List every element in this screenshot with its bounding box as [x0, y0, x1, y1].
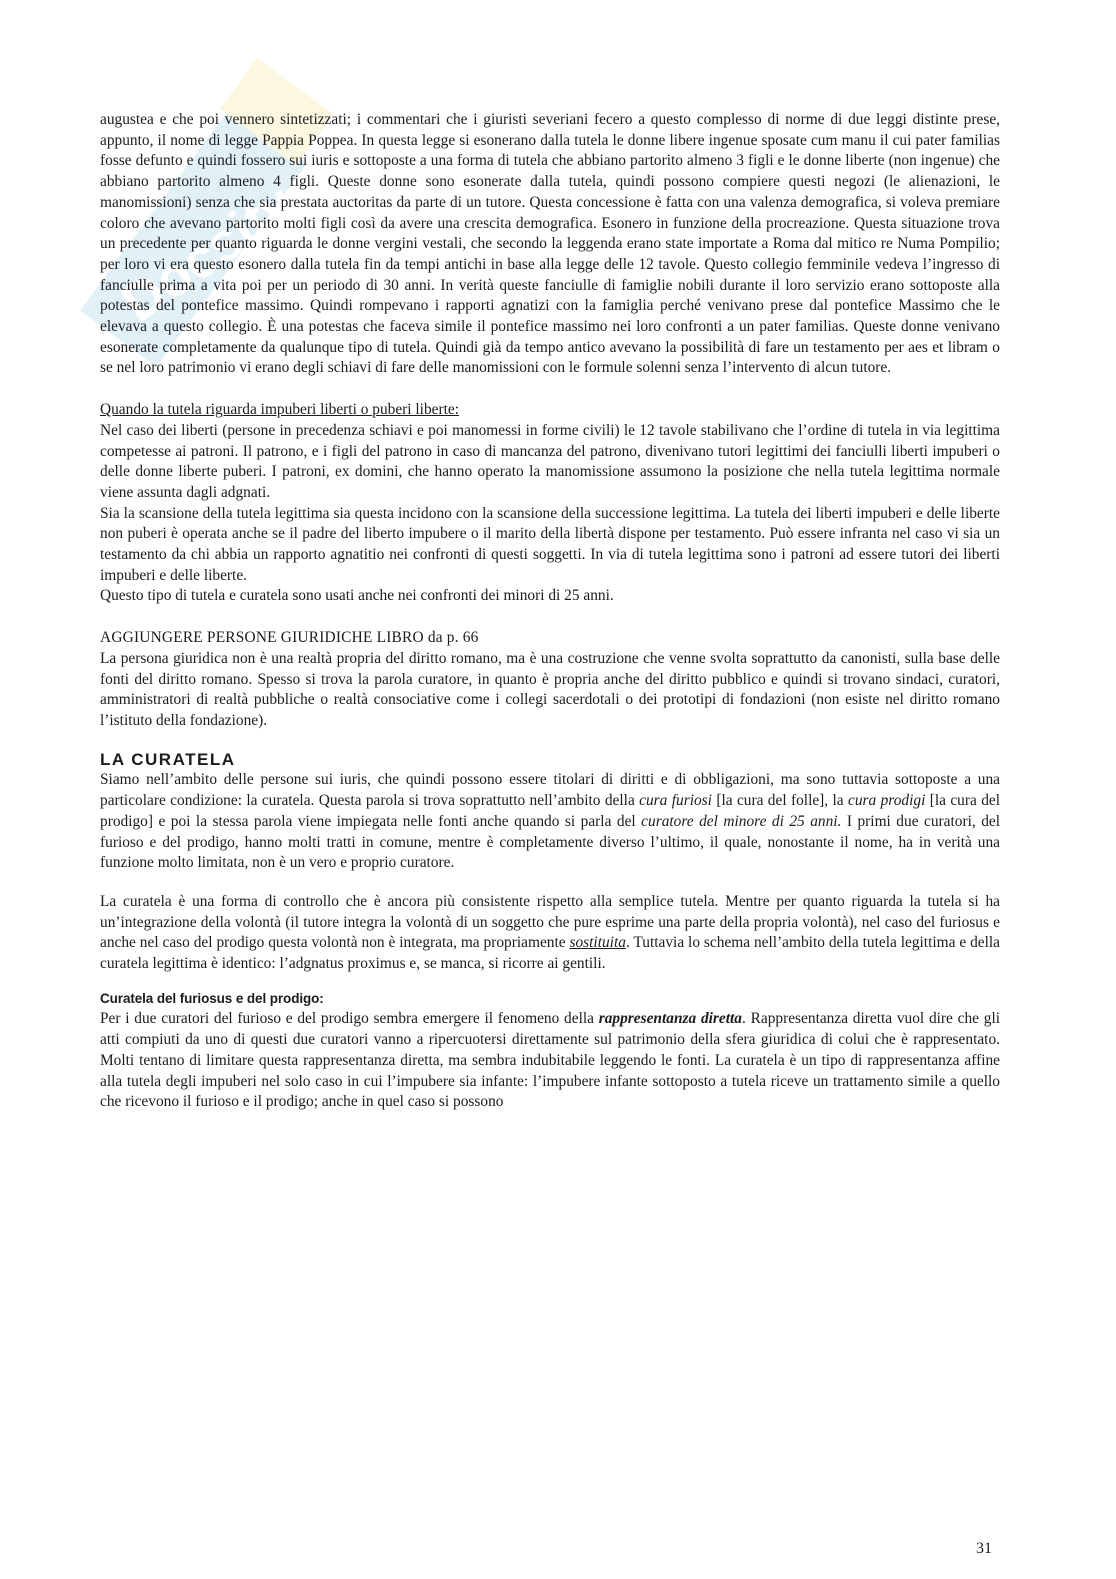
term-rappresentanza-diretta: rappresentanza diretta: [598, 1010, 743, 1028]
page-number: 31: [976, 1540, 992, 1557]
subheading-tutela-liberti: [100, 400, 1000, 421]
term-cura-prodigi: cura prodigi: [848, 792, 926, 810]
term-sostituita: sostituita: [569, 934, 626, 952]
paragraph-scansione: Sia la scansione della tutela legittima sia questa incidono con la scansione della successione legittima. La tutela dei liberti impuberi e delle liberte non puberi è operata anche se il padre del liberto impubere o il marito della libertà dispone per testamento. Può essere infranta nel caso vi sia un testamento da chi abbia un rapporto agnatitio nei confronti di questi soggetti. In via di tutela legittima sono i patroni ad essere tutori dei liberti impuberi e delle liberte.: [100, 504, 1000, 584]
subheading-tutela-liberti-text: Quando la tutela riguarda impuberi liberti o puberi liberte:: [100, 401, 459, 419]
heading-la-curatela: LA CURATELA: [100, 749, 236, 769]
paragraph-liberti: Nel caso dei liberti (persone in precedenza schiavi e poi manomessi in forme civili) le 12 tavole stabilivano che l’ordine di tutela in via legittima competesse ai patroni. Il patrono, e i figli del patrono in caso di mancanza del patrono, divenivano tutori legittimi dei fanciulli liberti impuberi o delle donne liberte puberi. I patroni, ex domini, che hanno operato la manomissione assumono la posizione che nella tutela legittima normale viene assunta dagli adgnati.: [100, 421, 1000, 501]
subheading-curatela-furiosus: Curatela del furiosus e del prodigo:: [100, 990, 324, 1006]
paragraph-persona-giuridica: La persona giuridica non è una realtà propria del diritto romano, ma è una costruzione che venne svolta soprattutto da canonisti, sulla base delle fonti del diritto romano. Spesso si trova la parola curatore, in quanto è propria anche del diritto pubblico e quindi si trovano sindaci, curatori, amministratori di realtà pubbliche o realtà consociative come i collegi sacerdotali o dei prototipi di fondazioni (non esiste nel diritto romano l’istituto della fondazione).: [100, 649, 1000, 729]
term-cura-furiosi: cura furiosi: [639, 792, 712, 810]
term-curatore-minore: curatore del minore di 25 anni.: [641, 812, 842, 830]
heading-persone-giuridiche: AGGIUNGERE PERSONE GIURIDICHE LIBRO da p. 66: [100, 629, 479, 647]
paragraph-minori: Questo tipo di tutela e curatela sono usati anche nei confronti dei minori di 25 anni.: [100, 587, 614, 605]
watermark-text: Docsity: [111, 173, 306, 335]
paragraph-curatela-intro: Siamo nell’ambito delle persone sui iuris, che quindi possono essere titolari di diritti e di obbligazioni, ma sono tuttavia sottoposte a una particolare condizione: la curatela. Questa parola si trova soprattutto nell’ambito della cura furiosi [la cura del folle], la cura prodigi [la cura del prodigo] e poi la stessa parola viene impiegata nelle fonti anche quando si parla del curatore del minore di 25 anni. I primi due curatori, del furioso e del prodigo, hanno molti tratti in comune, mentre è completamente diverso l’ultimo, il quale, nonostante il nome, ha in verità una funzione molto limitata, non è un vero e proprio curatore.: [100, 771, 1001, 872]
paragraph-rappresentanza: Per i due curatori del furioso e del prodigo sembra emergere il fenomeno della rappresentanza diretta. Rappresentanza diretta vuol dire che gli atti compiuti da uno di questi due curatori vanno a ripercuotersi direttamente sul patrimonio della sfera giuridica di colui che è rappresentato. Molti tentano di limitare questa rappresentanza diretta, ma sembra indubitabile leggendo le fonti. La curatela è un tipo di rappresentanza affine alla tutela degli impuberi nel solo caso in cui l’impubere sia infante: l’impubere infante sottoposto a tutela riceve un trattamento simile a quello che ricevono il furioso e il prodigo; anche in quel caso si possono: [100, 1010, 1000, 1111]
document-page: [100, 110, 1000, 1113]
paragraph-curatela-controllo: La curatela è una forma di controllo che è ancora più consistente rispetto alla semplice tutela. Mentre per quanto riguarda la tutela si ha un’integrazione della volontà (il tutore integra la volontà di un soggetto che pure esprime una parte della propria volontà), nel caso del furiosus e anche nel caso del prodigo questa volontà non è integrata, ma propriamente sostituita. Tuttavia lo schema nell’ambito della tutela legittima e della curatela legittima è identico: l’adgnatus proximus e, se manca, si ricorre ai gentili.: [100, 892, 1000, 973]
paragraph-legge-pappia-poppea: augustea e che poi vennero sintetizzati; i commentari che i giuristi severiani fecero a questo complesso di norme di due leggi distinte prese, appunto, il nome di legge Pappia Poppea. In questa legge si esonerano dalla tutela le donne libere ingenue sposate cum manu il cui pater familias fosse defunto e quindi fossero sui iuris e sottoposte a una forma di tutela che abbiano partorito almeno 3 figli e le donne liberte (non ingenue) che abbiano partorito almeno 4 figli. Queste donne sono esonerate dalla tutela, quindi possono compiere questi negozi (le alienazioni, le manomissioni) senza che sia prestata auctoritas da parte di un tutore. Questa concessione è fatta con una valenza demografica, si voleva premiare coloro che avevano partorito molti figli così da avere una crescita demografica. Esonero in funzione della procreazione. Questa situazione trova un precedente per quanto riguarda le donne vergini vestali, che secondo la leggenda erano state importate a Roma dal mitico re Numa Pompilio; per loro vi era questo esonero dalla tutela fin da tempi antichi in base alla legge delle 12 tavole. Questo collegio femminile vedeva l’ingresso di fanciulle prima a vita poi per un periodo di 30 anni. In verità queste fanciulle di famiglie nobili durante il loro servizio erano sottoposte alla potestas del pontefice massimo. Quindi rompevano i rapporti agnatizi con la famiglia perché venivano prese dal pontefice Massimo che le elevava a questo collegio. È una potestas che faceva simile il pontefice massimo nei loro confronti a un pater familias. Queste donne venivano esonerate completamente da qualunque tipo di tutela. Quindi già da tempo antico avevano la possibilità di fare un testamento per aes et libram o se nel loro patrimonio vi erano degli schiavi di fare delle manomissioni con le formule solenni senza l’intervento di alcun tutore.: [100, 111, 1000, 377]
